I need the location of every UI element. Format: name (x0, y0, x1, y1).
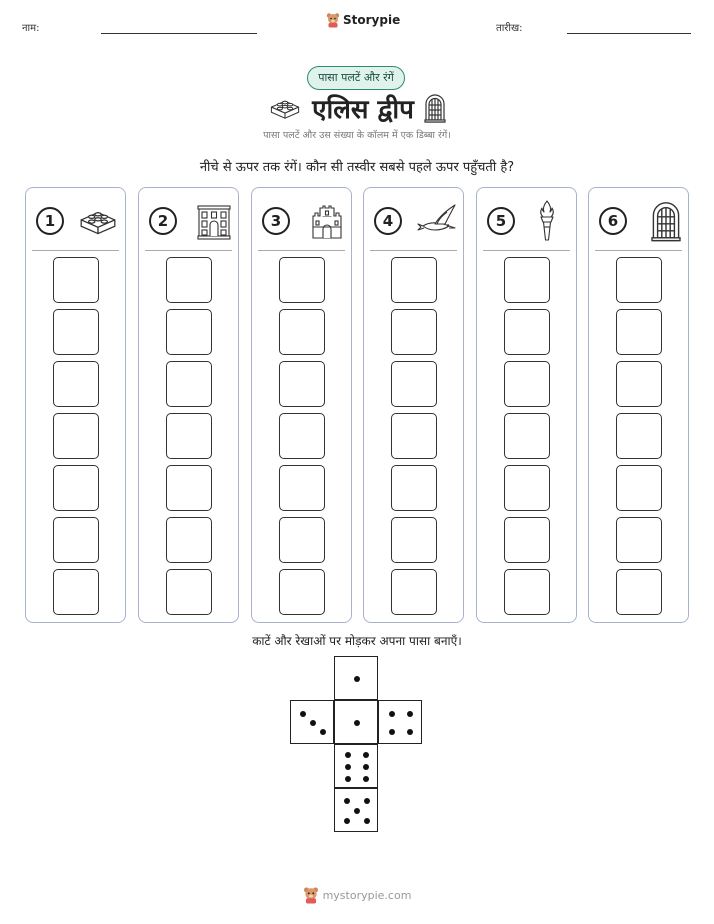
color-box[interactable] (391, 413, 437, 459)
instruction-text: नीचे से ऊपर तक रंगें। कौन सी तस्वीर सबसे पहले ऊपर पहुँचती है? (199, 160, 515, 175)
building-icon (196, 202, 232, 240)
lego-brick-icon (268, 95, 302, 121)
color-box[interactable] (616, 517, 662, 563)
column-2 (138, 187, 239, 623)
dice-pip (345, 752, 351, 758)
bear-mascot-icon (303, 886, 319, 904)
dice-pip (389, 729, 395, 735)
lego-brick-icon (77, 205, 119, 237)
color-box[interactable] (279, 361, 325, 407)
dice-pip (407, 729, 413, 735)
dice-pip (363, 764, 369, 770)
color-box[interactable] (279, 413, 325, 459)
color-box[interactable] (616, 569, 662, 615)
dice-pip (345, 776, 351, 782)
column-number: 1 (36, 207, 64, 235)
color-box[interactable] (504, 517, 550, 563)
dice-pip (344, 818, 350, 824)
arched-window-icon (650, 200, 682, 242)
column-number: 2 (149, 207, 177, 235)
color-box[interactable] (166, 413, 212, 459)
arched-window-icon (424, 93, 446, 123)
dice-face-4 (378, 700, 422, 744)
dice-face-6 (334, 788, 378, 832)
color-box[interactable] (504, 465, 550, 511)
column-5 (476, 187, 577, 623)
dice-pip (363, 776, 369, 782)
box-stack (26, 257, 125, 621)
color-box[interactable] (391, 309, 437, 355)
color-box[interactable] (53, 257, 99, 303)
date-line[interactable] (567, 33, 691, 34)
box-stack (252, 257, 351, 621)
title-row (0, 90, 714, 126)
dice-net (290, 656, 424, 836)
color-box[interactable] (504, 257, 550, 303)
color-box[interactable] (279, 517, 325, 563)
color-box[interactable] (279, 309, 325, 355)
color-box[interactable] (616, 413, 662, 459)
column-number: 4 (374, 207, 402, 235)
dice-face-5 (334, 744, 378, 788)
color-box[interactable] (504, 569, 550, 615)
color-box[interactable] (53, 465, 99, 511)
dice-pip (363, 752, 369, 758)
color-box[interactable] (391, 465, 437, 511)
column-divider (370, 250, 457, 251)
column-divider (32, 250, 119, 251)
column-divider (595, 250, 682, 251)
dice-pip (320, 729, 326, 735)
subtitle: पासा पलटें और उस संख्या के कॉलम में एक डिब्बा रंगें। (263, 130, 451, 141)
column-divider (145, 250, 232, 251)
color-box[interactable] (391, 257, 437, 303)
box-stack (364, 257, 463, 621)
color-box[interactable] (504, 361, 550, 407)
date-label: तारीख: (496, 23, 523, 34)
dice-pip (300, 711, 306, 717)
box-stack (139, 257, 238, 621)
footer-url[interactable]: mystorypie.com (322, 888, 412, 902)
color-box[interactable] (53, 517, 99, 563)
color-box[interactable] (616, 257, 662, 303)
column-number: 6 (599, 207, 627, 235)
dice-pip (354, 676, 360, 682)
color-box[interactable] (504, 309, 550, 355)
color-box[interactable] (166, 257, 212, 303)
column-3 (251, 187, 352, 623)
color-box[interactable] (391, 517, 437, 563)
footer (0, 886, 714, 904)
color-box[interactable] (279, 257, 325, 303)
castle-icon (309, 202, 345, 240)
storypie-logo (326, 12, 400, 28)
color-box[interactable] (616, 309, 662, 355)
dice-face-1 (334, 656, 378, 700)
column-divider (258, 250, 345, 251)
dice-pip (354, 720, 360, 726)
dice-face-2 (290, 700, 334, 744)
color-box[interactable] (166, 465, 212, 511)
brand-name: Storypie (343, 13, 401, 27)
dice-face-3 (334, 700, 378, 744)
torch-icon (534, 199, 560, 243)
color-box[interactable] (53, 569, 99, 615)
dice-pip (354, 808, 360, 814)
color-box[interactable] (166, 309, 212, 355)
box-stack (589, 257, 688, 621)
name-label: नाम: (22, 23, 40, 34)
color-box[interactable] (279, 569, 325, 615)
color-box[interactable] (616, 465, 662, 511)
box-stack (477, 257, 576, 621)
color-box[interactable] (53, 361, 99, 407)
bird-icon (415, 202, 457, 240)
color-box[interactable] (166, 569, 212, 615)
color-box[interactable] (53, 413, 99, 459)
bear-mascot-icon (326, 12, 340, 28)
color-box[interactable] (616, 361, 662, 407)
color-box[interactable] (391, 361, 437, 407)
dice-pip (364, 818, 370, 824)
dice-pip (345, 764, 351, 770)
color-box[interactable] (279, 465, 325, 511)
column-number: 5 (487, 207, 515, 235)
dice-pip (310, 720, 316, 726)
column-4 (363, 187, 464, 623)
dice-pip (364, 798, 370, 804)
name-line[interactable] (101, 33, 257, 34)
dice-pip (344, 798, 350, 804)
column-divider (483, 250, 570, 251)
column-number: 3 (262, 207, 290, 235)
cut-fold-instruction: काटें और रेखाओं पर मोड़कर अपना पासा बनाएँ। (252, 634, 462, 648)
column-6 (588, 187, 689, 623)
dice-pip (389, 711, 395, 717)
color-box[interactable] (504, 413, 550, 459)
dice-pip (407, 711, 413, 717)
color-box[interactable] (391, 569, 437, 615)
page-title: एलिस द्वीप (312, 95, 414, 125)
color-box[interactable] (53, 309, 99, 355)
color-box[interactable] (166, 517, 212, 563)
activity-badge: पासा पलटें और रंगें (307, 66, 405, 90)
column-1 (25, 187, 126, 623)
color-box[interactable] (166, 361, 212, 407)
